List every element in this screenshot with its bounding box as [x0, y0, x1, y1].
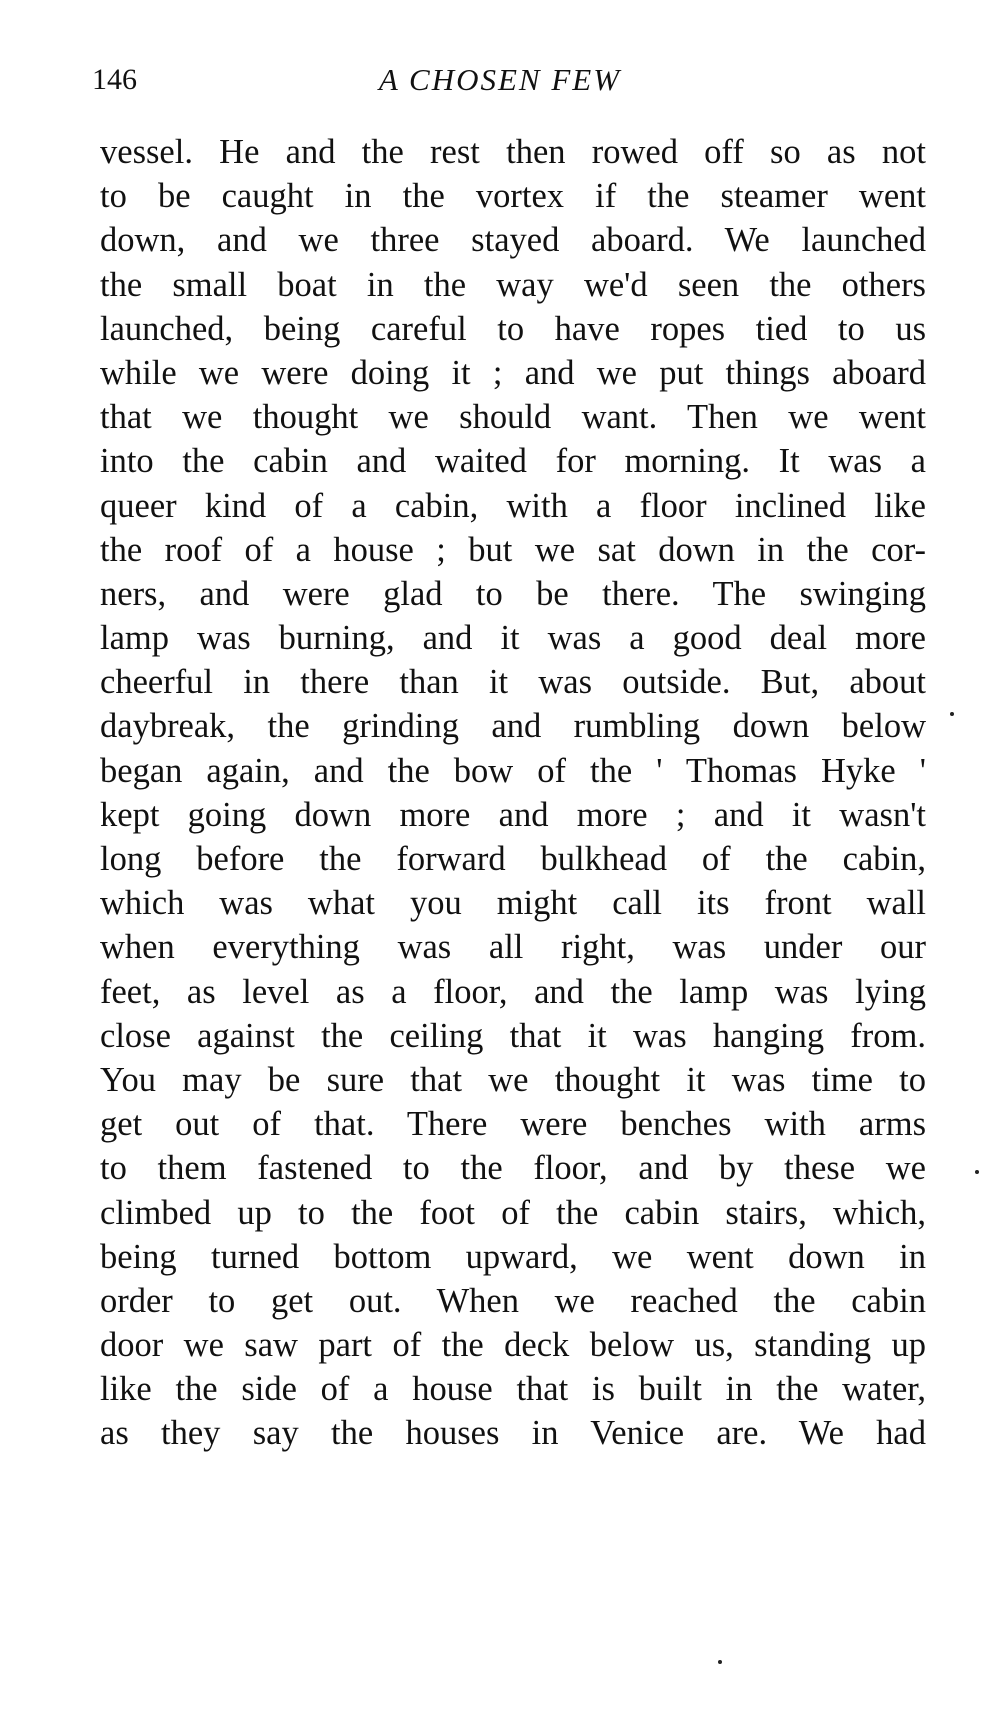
ink-speck: [975, 1170, 979, 1174]
body-text: [100, 130, 926, 1456]
text-line: down, and we three stayed aboard. We launched: [100, 221, 926, 260]
text-line: being turned bottom upward, we went down in: [100, 1237, 926, 1276]
text-line: while we were doing it ; and we put things aboard: [100, 353, 926, 392]
text-line: the roof of a house ; but we sat down in the cor-: [100, 530, 926, 569]
text-line: You may be sure that we thought it was time to: [100, 1060, 926, 1099]
text-line: close against the ceiling that it was hanging from.: [100, 1016, 926, 1055]
text-line: door we saw part of the deck below us, standing up: [100, 1326, 926, 1365]
text-line: daybreak, the grinding and rumbling down below: [100, 707, 926, 746]
text-line: into the cabin and waited for morning. It was a: [100, 442, 926, 481]
text-line: kept going down more and more ; and it wasn't: [100, 795, 926, 834]
text-line: launched, being careful to have ropes tied to us: [100, 309, 926, 348]
text-line: lamp was burning, and it was a good deal more: [100, 619, 926, 658]
ink-speck: [950, 712, 954, 716]
text-line: which was what you might call its front wall: [100, 884, 926, 923]
text-line: feet, as level as a floor, and the lamp was lying: [100, 972, 926, 1011]
page-number: 146: [92, 63, 137, 96]
text-line: queer kind of a cabin, with a floor inclined like: [100, 486, 926, 525]
text-line: that we thought we should want. Then we went: [100, 398, 926, 437]
text-line: get out of that. There were benches with arms: [100, 1105, 926, 1144]
text-line: long before the forward bulkhead of the cabin,: [100, 840, 926, 878]
text-line: as they say the houses in Venice are. We had: [100, 1414, 926, 1453]
text-line: ners, and were glad to be there. The swinging: [100, 574, 926, 613]
running-title: A CHOSEN FEW: [378, 62, 622, 97]
text-line: to be caught in the vortex if the steamer went: [100, 177, 926, 216]
text-line: began again, and the bow of the ' Thomas Hyke ': [100, 751, 926, 790]
text-line: climbed up to the foot of the cabin stairs, which,: [100, 1193, 926, 1232]
text-line: vessel. He and the rest then rowed off so as not: [100, 133, 926, 171]
text-line: like the side of a house that is built in the water,: [100, 1370, 926, 1409]
text-line: the small boat in the way we'd seen the others: [100, 265, 926, 304]
ink-speck: [718, 1660, 722, 1664]
text-line: cheerful in there than it was outside. But, about: [100, 663, 926, 702]
text-line: to them fastened to the floor, and by these we: [100, 1149, 926, 1188]
text-line: when everything was all right, was under our: [100, 928, 926, 967]
text-line: order to get out. When we reached the cabin: [100, 1281, 926, 1320]
